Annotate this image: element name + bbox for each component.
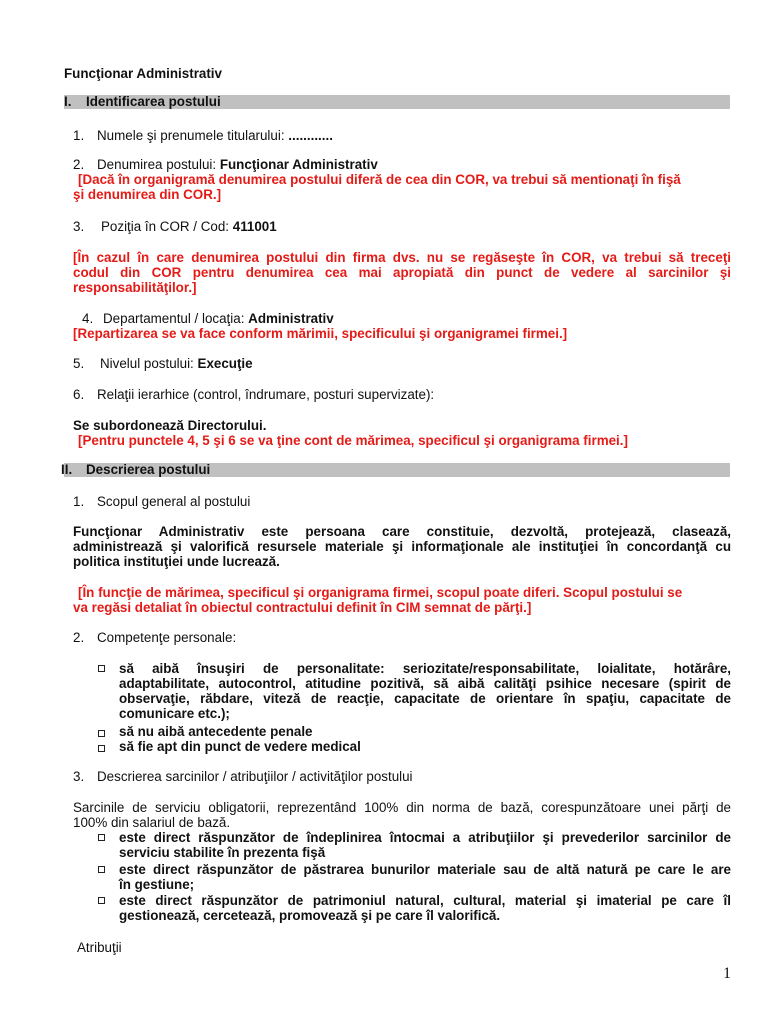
note-line: [Pentru punctele 4, 5 şi 6 se va ţine cont de mărimea, specificul şi organigrama firmei.]	[78, 433, 628, 448]
list-item: serviciu stabilite în prezenta fişă	[119, 845, 326, 860]
field-label: Denumirea postului:	[97, 157, 217, 172]
field-label: Competenţe personale:	[97, 630, 237, 645]
paragraph-line: 100% din salariul de bază.	[73, 815, 231, 830]
paragraph-line: politica instituţiei unde lucrează.	[73, 554, 280, 569]
list-item: în gestiune;	[119, 877, 195, 892]
field-label: Descrierea sarcinilor / atribuţiilor / activităţilor postului	[97, 769, 413, 784]
section-title: Identificarea postului	[86, 94, 221, 109]
paragraph-line: Funcţionar Administrativ este persoana care constituie, dezvoltă, protejează, clasează,	[73, 524, 731, 539]
list-item: gestionează, cercetează, promovează şi pe care îl valorifică.	[119, 908, 501, 923]
note-line: şi denumirea din COR.]	[73, 187, 222, 202]
item-number: 3.	[73, 219, 85, 234]
list-item: să aibă însuşiri de personalitate: seriozitate/responsabilitate, loialitate, hotărâre,	[119, 661, 731, 676]
list-item: este direct răspunzător de îndeplinirea întocmai a atribuţiilor şi prevederilor sarcinilor de	[119, 830, 731, 845]
document-title: Funcţionar Administrativ	[64, 66, 222, 81]
section-heading-identification	[64, 95, 730, 109]
field-value: Funcţionar Administrativ	[219, 157, 378, 172]
note-line: [Dacă în organigramă denumirea postului diferă de cea din COR, va trebui să mentionaţi în fişă	[78, 172, 681, 187]
note-line: [Repartizarea se va face conform mărimii, specificului şi organigramei firmei.]	[73, 326, 568, 341]
square-bullet-icon	[98, 665, 105, 672]
note-line: codul din COR pentru denumirea cea mai apropiată din punct de vedere al sarcinilor şi	[73, 265, 731, 280]
list-item: comunicare etc.);	[119, 706, 230, 721]
duties-label: Atribuţii	[77, 940, 122, 955]
section-heading-description	[61, 462, 730, 477]
field-label: Relaţii ierarhice (control, îndrumare, posturi supervizate):	[97, 387, 435, 402]
item-number: 2.	[73, 630, 85, 645]
field-department	[103, 311, 334, 326]
list-item: să nu aibă antecedente penale	[119, 724, 313, 739]
field-value: Administrativ	[248, 311, 334, 326]
section-number: I.	[64, 94, 72, 109]
item-number: 4.	[82, 311, 94, 326]
list-item: este direct răspunzător de păstrarea bunurilor materiale sau de altă natură pe care le are	[119, 862, 731, 877]
item-number: 1.	[73, 128, 85, 143]
field-label: Departamentul / locaţia:	[103, 311, 245, 326]
field-label: Numele şi prenumele titularului:	[97, 128, 285, 143]
field-label: Poziţia în COR / Cod:	[101, 219, 230, 234]
note-line: va regăsi detaliat în obiectul contractului definit în CIM semnat de părţi.]	[73, 600, 532, 615]
field-value: 411001	[232, 219, 277, 234]
page-number: 1	[723, 965, 731, 982]
item-number: 2.	[73, 157, 85, 172]
note-line: [În cazul în care denumirea postului din firma dvs. nu se regăseşte în COR, va trebui să treceţi	[73, 250, 731, 265]
list-item: să fie apt din punct de vedere medical	[119, 739, 361, 754]
subordination-text: Se subordonează Directorului.	[73, 418, 267, 433]
square-bullet-icon	[98, 730, 105, 737]
field-level	[100, 356, 253, 371]
item-number: 5.	[73, 356, 85, 371]
field-value: Execuţie	[197, 356, 253, 371]
paragraph-line: Sarcinile de serviciu obligatorii, reprezentând 100% din norma de bază, corespunzătoare unei părţi de	[73, 800, 731, 815]
section-title: Descrierea postului	[86, 462, 211, 477]
field-cor-code	[101, 219, 277, 234]
square-bullet-icon	[98, 897, 105, 904]
field-holder-name	[97, 128, 333, 143]
item-number: 6.	[73, 387, 85, 402]
list-item: adaptabilitate, autocontrol, atitudine pozitivă, să aibă calităţi psihice necesare (spirit de	[119, 676, 731, 691]
section-number: II.	[61, 462, 73, 477]
item-number: 3.	[73, 769, 85, 784]
field-value: ............	[288, 128, 333, 143]
list-item: observaţie, răbdare, viteză de reacţie, capacitate de orientare în spaţiu, capacitate de	[119, 691, 731, 706]
note-line: [În funcţie de mărimea, specificul şi organigrama firmei, scopul poate diferi. Scopul postului se	[78, 585, 683, 600]
field-job-title	[97, 157, 378, 172]
paragraph-line: administrează şi valorifică resursele materiale şi informaţionale ale instituţiei în concordanţă cu	[73, 539, 731, 554]
field-label: Scopul general al postului	[97, 494, 251, 509]
square-bullet-icon	[98, 866, 105, 873]
square-bullet-icon	[98, 834, 105, 841]
list-item: este direct răspunzător de patrimoniul natural, cultural, material şi imaterial pe care îl	[119, 893, 731, 908]
field-label: Nivelul postului:	[100, 356, 194, 371]
note-line: responsabilităţilor.]	[73, 280, 197, 295]
item-number: 1.	[73, 494, 85, 509]
square-bullet-icon	[98, 745, 105, 752]
